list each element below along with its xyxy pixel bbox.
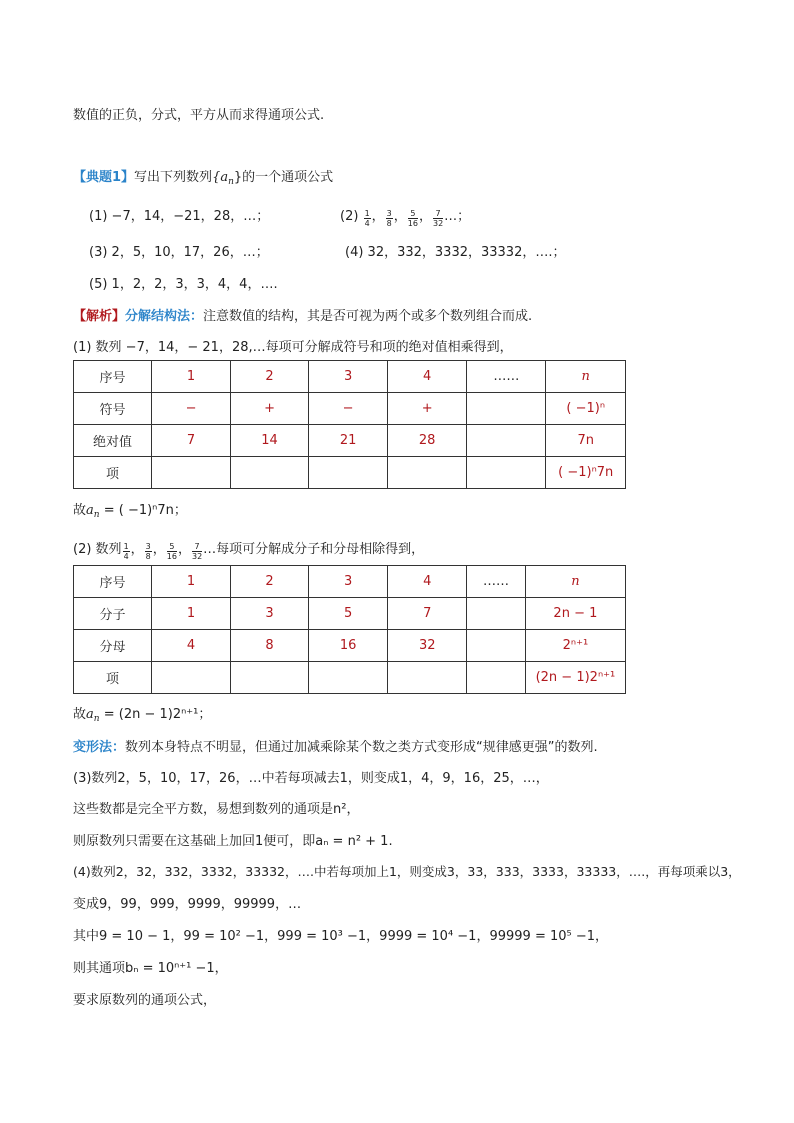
part1-table-cell — [309, 457, 388, 489]
part2-table-cell — [231, 662, 309, 694]
example-title-pre: 写出下列数列 — [134, 170, 213, 185]
part3-line-1: (3)数列2，5，10，17，26，…中若每项减去1，则变成1，4，9，16，25，…， — [73, 771, 549, 786]
denominator: 8 — [386, 219, 392, 228]
problem-4: (4) 32，332，3332，33332，….； — [345, 245, 566, 260]
problem-2-post: …； — [444, 209, 471, 224]
part2-intro — [73, 538, 424, 561]
denominator: 16 — [407, 219, 418, 228]
part1-conclusion: 故$a_n$ = ( −1)ⁿ7n； — [73, 503, 187, 520]
part2-intro-post: …每项可分解成分子和分母相除得到， — [203, 542, 425, 557]
part1-table-cell — [231, 457, 309, 489]
part2-table-cell — [309, 662, 388, 694]
part2-table-cell: 5 — [309, 598, 388, 630]
part1-table-cell: 14 — [231, 425, 309, 457]
analysis-method: 分解结构法： — [125, 309, 204, 324]
table-row — [74, 393, 626, 425]
part1-table-cell: …… — [467, 361, 546, 393]
part2-table-cell: (2n − 1)2ⁿ⁺¹ — [525, 662, 625, 694]
part2-conclusion: 故$a_n = (2n - 1)2^{n+1}$； — [73, 707, 212, 724]
table-row — [74, 457, 626, 489]
part1-table-cell: + — [231, 393, 309, 425]
example-title-var: {a — [212, 170, 229, 185]
denominator: 16 — [166, 552, 177, 561]
part1-table-cell: 绝对值 — [74, 425, 152, 457]
problem-2-fraction — [386, 209, 393, 228]
analysis-heading — [73, 305, 532, 324]
table-row — [74, 630, 626, 662]
part2-table-cell: 7 — [388, 598, 467, 630]
part4-line-5: 要求原数列的通项公式， — [73, 993, 217, 1008]
part4-line-1: (4)数列2，32，332，3332，33332，….中若每项加上1，则变成3，33，333，3333，33333，….，再每项乘以3， — [73, 864, 741, 879]
part2-table-cell: 3 — [309, 566, 388, 598]
problem-5: (5) 1，2，2，3，3，4，4，…. — [89, 277, 278, 292]
analysis-desc: 注意数值的结构，其是否可视为两个或多个数列组合而成. — [203, 309, 533, 324]
numerator: 5 — [167, 542, 177, 552]
part2-table-cell: 4 — [388, 566, 467, 598]
part4-line-3: 其中9 = 10 − 1，99 = 10² −1，999 = 10³ −1，9999 = 10⁴ −1，99999 = 10⁵ −1， — [73, 929, 609, 944]
numerator: 3 — [386, 209, 392, 218]
part2-fraction — [192, 542, 202, 561]
part1-table-cell: − — [309, 393, 388, 425]
part2-table-cell — [467, 630, 526, 662]
part2-table-cell — [388, 662, 467, 694]
part2-table-cell: 2ⁿ⁺¹ — [525, 630, 625, 662]
part2-conclusion-value: = (2n − 1)2ⁿ⁺¹； — [103, 707, 212, 722]
example-title-post: }的一个通项公式 — [233, 170, 334, 185]
table-row — [74, 662, 626, 694]
part1-table-cell: ( −1)ⁿ7n — [546, 457, 626, 489]
part4-line-2: 变成9，99，999，9999，99999，… — [73, 897, 302, 912]
example-title — [73, 166, 333, 185]
part1-table-cell — [467, 393, 546, 425]
part1-conclusion-value: = ( −1)ⁿ7n； — [103, 503, 187, 518]
problem-2-fractions: $\frac{1}{4}$ ， $\frac{3}{8}$ ， $\frac{5}{16}$ ， $\frac{7}{32}$ — [364, 209, 444, 228]
table-row — [74, 566, 626, 598]
table-row — [74, 425, 626, 457]
part3-line-3: 则原数列只需要在这基础上加回1便可，即aₙ = n² + 1. — [73, 834, 393, 849]
part1-table-cell: 3 — [309, 361, 388, 393]
part2-table-cell: …… — [467, 566, 526, 598]
part2-table-cell: 项 — [74, 662, 152, 694]
analysis-tag: 【解析】 — [73, 309, 126, 324]
problem-2-fraction — [364, 209, 371, 228]
problem-2-label: (2) — [340, 209, 359, 224]
denominator: 8 — [145, 552, 151, 561]
part2-table-cell: 16 — [309, 630, 388, 662]
numerator: 7 — [433, 209, 443, 219]
part2-fraction — [123, 542, 130, 561]
intro-text: 数值的正负，分式，平方从而求得通项公式. — [73, 108, 325, 123]
problem-1: (1) −7，14，−21，28，…； — [89, 209, 270, 224]
part1-table-cell: 7 — [152, 425, 231, 457]
part2-fraction — [167, 542, 177, 561]
part1-table-cell: 项 — [74, 457, 152, 489]
part1-table-cell: 7n — [546, 425, 626, 457]
transform-heading — [73, 736, 598, 755]
numerator: 1 — [364, 209, 370, 218]
part2-table-cell: 3 — [231, 598, 309, 630]
denominator: 32 — [191, 552, 203, 561]
part1-table-cell: 序号 — [74, 361, 152, 393]
part2-table-cell: 1 — [152, 598, 231, 630]
denominator: 4 — [364, 219, 370, 228]
part2-conclusion-pre: 故 — [73, 707, 87, 722]
part2-intro-pre: (2) 数列 — [73, 542, 122, 557]
part2-table-cell: 1 — [152, 566, 231, 598]
problem-2 — [340, 205, 470, 228]
part2-table-cell: 4 — [152, 630, 231, 662]
part1-table-cell: 1 — [152, 361, 231, 393]
part2-table — [73, 565, 626, 694]
transform-desc: 数列本身特点不明显，但通过加减乘除某个数之类方式变形成“规律感更强”的数列. — [125, 740, 598, 755]
problem-2-fraction — [433, 209, 443, 228]
part2-fraction — [145, 542, 152, 561]
part1-table-cell: 符号 — [74, 393, 152, 425]
part1-table-cell — [388, 457, 467, 489]
part1-table-cell: ( −1)ⁿ — [546, 393, 626, 425]
part2-table-cell — [467, 662, 526, 694]
part1-intro: (1) 数列 −7，14，− 21，28,…每项可分解成符号和项的绝对值相乘得到， — [73, 340, 513, 355]
problem-3: (3) 2，5，10，17，26，…； — [89, 245, 269, 260]
numerator: 7 — [192, 542, 202, 552]
example-title-sub: n — [228, 177, 234, 187]
transform-method: 变形法： — [73, 740, 126, 755]
part1-table-cell: 21 — [309, 425, 388, 457]
part1-table-cell: − — [152, 393, 231, 425]
part1-table-cell — [467, 457, 546, 489]
part2-table-cell: 8 — [231, 630, 309, 662]
table-row — [74, 361, 626, 393]
part2-table-cell: 分母 — [74, 630, 152, 662]
part2-table-cell: 序号 — [74, 566, 152, 598]
part1-table-cell: + — [388, 393, 467, 425]
denominator: 32 — [432, 219, 444, 228]
part1-table-cell: 28 — [388, 425, 467, 457]
part2-table-cell: n — [525, 566, 625, 598]
part1-table — [73, 360, 626, 489]
part4-line-4: 则其通项bₙ = 10ⁿ⁺¹ −1， — [73, 961, 228, 976]
table-row — [74, 598, 626, 630]
part1-table-cell — [467, 425, 546, 457]
example-tag: 【典题1】 — [73, 170, 135, 185]
problem-2-fraction — [408, 209, 418, 228]
part2-table-cell: 2n − 1 — [525, 598, 625, 630]
part2-table-cell: 分子 — [74, 598, 152, 630]
part2-table-cell — [152, 662, 231, 694]
part2-table-cell: 2 — [231, 566, 309, 598]
numerator: 3 — [145, 542, 151, 551]
part1-table-cell — [152, 457, 231, 489]
part1-table-cell: 4 — [388, 361, 467, 393]
part2-table-cell: 32 — [388, 630, 467, 662]
part2-fractions: $\frac{1}{4}$ ， $\frac{3}{8}$ ， $\frac{5}{16}$ ， $\frac{7}{32}$ — [123, 542, 203, 561]
denominator: 4 — [123, 552, 129, 561]
numerator: 5 — [408, 209, 418, 219]
part3-line-2: 这些数都是完全平方数，易想到数列的通项是n²， — [73, 802, 360, 817]
part1-conclusion-pre: 故 — [73, 503, 87, 518]
part2-table-cell — [467, 598, 526, 630]
part1-table-cell: n — [546, 361, 626, 393]
numerator: 1 — [123, 542, 129, 551]
part1-table-cell: 2 — [231, 361, 309, 393]
